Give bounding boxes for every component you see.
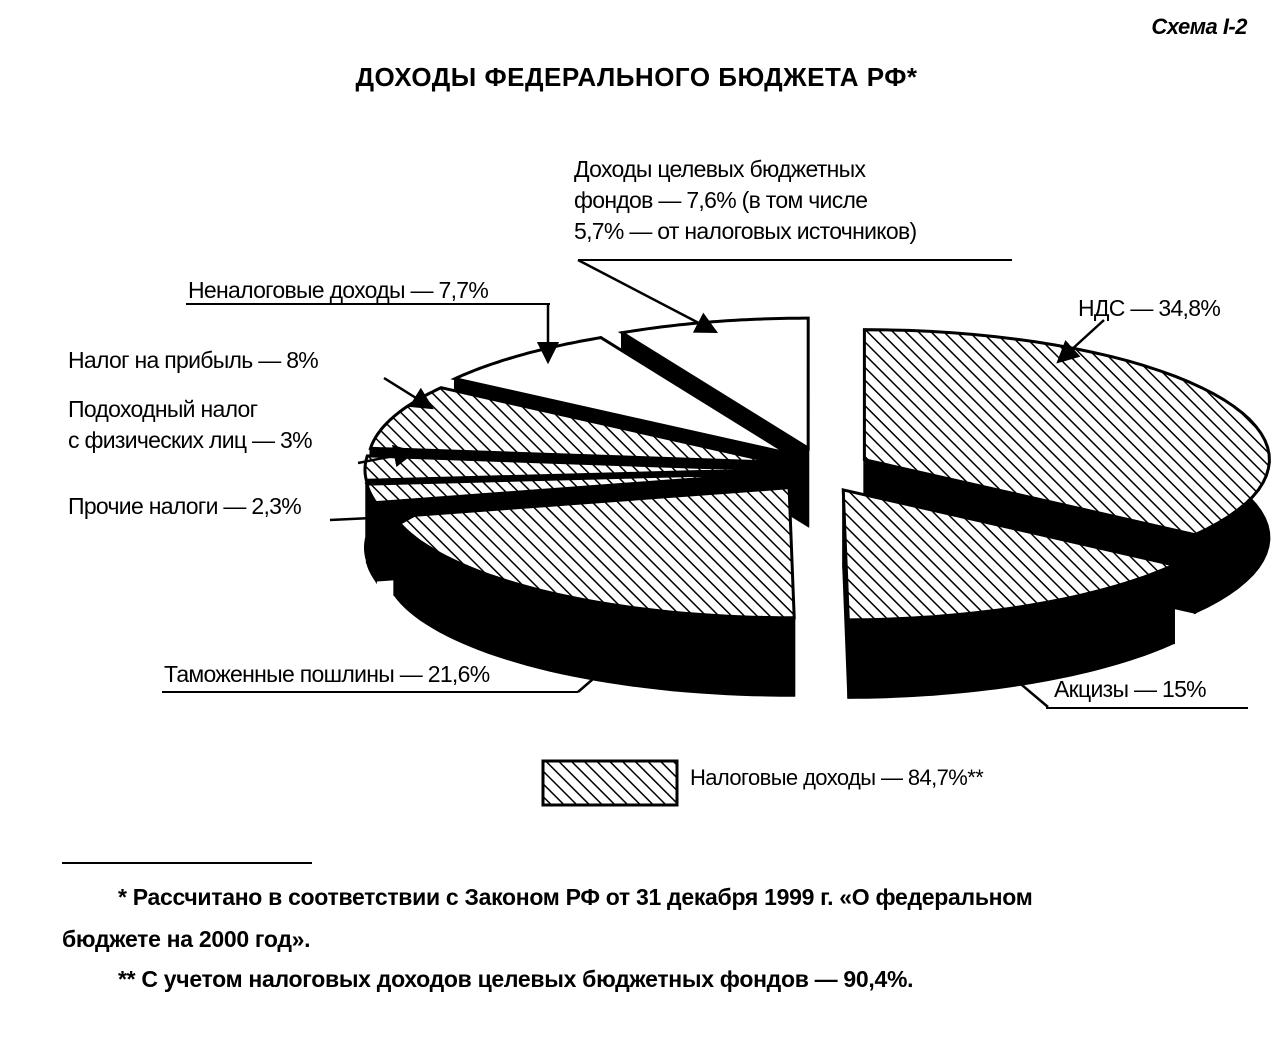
legend-label: Налоговые доходы — 84,7%**: [690, 765, 984, 790]
slice-label-6: Неналоговые доходы — 7,7%: [188, 277, 489, 303]
scheme-label: Схема I-2: [1151, 14, 1247, 39]
footnote-1: * Рассчитано в соответствии с Законом РФ от 31 декабря 1999 г. «О федеральном: [118, 884, 1033, 910]
legend-swatch: [543, 761, 677, 805]
slice-label-7: Доходы целевых бюджетных фондов — 7,6% (в том числе 5,7% — от налоговых источников): [574, 156, 917, 244]
slice-label-2: Таможенные пошлины — 21,6%: [164, 661, 490, 687]
chart-title: ДОХОДЫ ФЕДЕРАЛЬНОГО БЮДЖЕТА РФ*: [355, 62, 918, 92]
footnote-2: ** С учетом налоговых доходов целевых бюджетных фондов — 90,4%.: [118, 966, 914, 992]
slice-label-0: НДС — 34,8%: [1078, 295, 1221, 321]
slice-label-5: Налог на прибыль — 8%: [68, 347, 319, 373]
footnote-1-cont: бюджете на 2000 год».: [62, 926, 311, 952]
footnote-divider: [62, 862, 312, 864]
leader-arrow-7: [578, 260, 716, 332]
slice-label-3: Прочие налоги — 2,3%: [68, 493, 302, 519]
slice-label-4: Подоходный налог с физических лиц — 3%: [68, 396, 312, 453]
slice-label-1: Акцизы — 15%: [1054, 676, 1206, 702]
leader-arrow-5: [384, 378, 432, 408]
pie-slices: [365, 318, 1269, 698]
